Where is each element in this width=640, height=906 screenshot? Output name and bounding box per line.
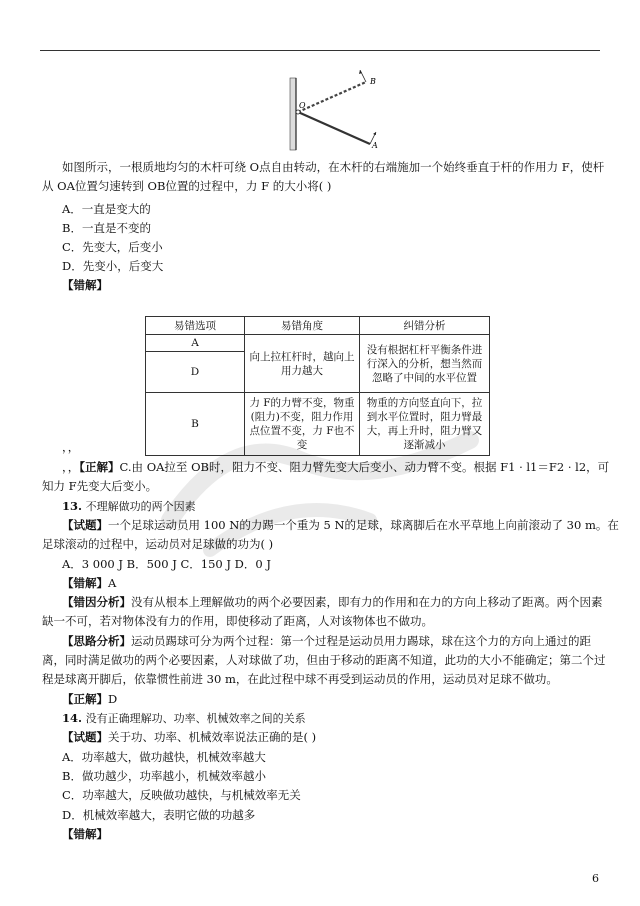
label-o: O [299,101,306,110]
q13-cause-text: 没有从根本上理解做功的两个必要因素，即有力的作用和在力的方向上移动了距离。两个因素 [131,595,603,609]
q12-answer-text: C.由 OA拉至 OB时，阻力不变、阻力臂先变大后变小、动力臂不变。根据 F1 · l1＝F2 · l2，可 [119,460,610,474]
q13-stem-text: 一个足球运动员用 100 N的力踢一个重为 5 N的足球，球离脚后在水平草地上向前滚动了 30 m。在 [108,518,619,532]
table-cell-analysis: 没有根据杠杆平衡条件进行深入的分析，想当然而忽略了中间的水平位置 [360,335,490,393]
q13-path-line2: 离，同时满足做功的两个必要因素，人对球做了功，但由于移动的距离不知道，此功的大小不能确定；第二个过 [42,653,606,667]
rod-oa [298,112,370,144]
q14-error-label: 【错解】 [62,827,108,841]
header-rule [40,50,600,51]
table-cell-angle: 向上拉杠杆时，越向上用力越大 [245,335,360,393]
q12-option-c: C．先变大，后变小 [62,240,163,254]
q14-stem [62,728,316,747]
table-row [146,335,490,352]
q12-answer-label: 【正解】 [79,460,120,474]
q14-title: 没有正确理解功、功率、机械效率之间的关系 [85,712,306,725]
q14-stem-text: 关于功、功率、机械效率说法正确的是( ) [108,730,317,744]
q13-cause-label: 【错因分析】 [62,595,131,609]
q13-wrong-value: A [108,576,117,590]
table-cell-angle: 力 F的力臂不变，物重(阻力)不变，阻力作用点位置不变，力 F也不变 [245,393,360,456]
q13-wrong-label: 【错解】 [62,576,108,590]
q14-option-d: D．机械效率越大，表明它做的功越多 [62,808,256,822]
q13-stem-line2: 足球滚动的过程中，运动员对足球做的功为( ) [42,537,274,551]
q12-answer-line1 [62,458,609,477]
error-analysis-table [145,316,490,456]
separator-commas: ，， [62,440,80,454]
q12-stem [42,158,605,196]
label-b: B [370,77,376,86]
q13-stem-label: 【试题】 [62,518,108,532]
q14-number: 14. [62,711,83,725]
wall-hatch [290,78,296,150]
q13-right-value: D [108,692,118,706]
table-cell-option: D [146,352,245,393]
q13-path-line3: 程是球离开脚后，依靠惯性前进 30 m，在此过程中球不再受到运动员的作用，运动员对足球不做功。 [42,672,558,686]
table-header: 易错选项 [146,317,245,335]
label-a: A [372,141,378,150]
q13-cause-line2: 缺一不可，若对物体没有力的作用，即使移动了距离，人对该物体也不做功。 [42,614,433,628]
q13-path-label: 【思路分析】 [62,634,131,648]
q12-stem-line: 从 OA位置匀速转到 OB位置的过程中，力 F 的大小将( ) [42,179,332,193]
q13-right [62,690,117,709]
lever-figure [280,70,390,155]
q13-stem-line1 [62,516,619,535]
rod-ob [298,82,366,112]
q12-stem-line: 如图所示，一根质地均匀的木杆可绕 O点自由转动，在木杆的右端施加一个始终垂直于杆的作用力 F，使杆 [62,160,605,174]
table-header: 纠错分析 [360,317,490,335]
table-cell-option: B [146,393,245,456]
q13-heading [62,497,196,516]
q14-option-a: A．功率越大，做功越快，机械效率越大 [62,750,266,764]
q13-path-line1 [62,632,591,651]
table-cell-analysis: 物重的方向竖直向下，拉到水平位置时，阻力臂最大，再上升时，阻力臂又逐渐减小 [360,393,490,456]
q13-number: 13. [62,499,83,513]
table-cell-option: A [146,335,245,352]
q13-wrong [62,574,116,593]
q13-title: 不理解做功的两个因素 [85,500,196,513]
q12-answer-prefix: ，， [62,460,80,474]
q13-right-label: 【正解】 [62,692,108,706]
page-number: 6 [592,872,599,885]
q14-stem-label: 【试题】 [62,730,108,744]
q12-option-d: D．先变小，后变大 [62,259,164,273]
q13-options: A．3 000 J B．500 J C．150 J D．0 J [62,557,271,571]
table-row [146,393,490,456]
q12-option-b: B．一直是不变的 [62,221,151,235]
pivot-point [296,110,300,114]
q12-answer-line2: 知力 F先变大后变小。 [42,479,158,493]
q14-option-b: B．做功越少，功率越小，机械效率越小 [62,769,266,783]
q13-path-text: 运动员踢球可分为两个过程：第一个过程是运动员用力踢球，球在这个力的方向上通过的距 [131,634,591,648]
q13-cause-line1 [62,593,603,612]
q12-error-label: 【错解】 [62,278,108,292]
table-header: 易错角度 [245,317,360,335]
q12-option-a: A．一直是变大的 [62,202,151,216]
table-header-row [146,317,490,335]
q14-option-c: C．功率越大，反映做功越快，与机械效率无关 [62,788,301,802]
q14-heading [62,709,306,728]
